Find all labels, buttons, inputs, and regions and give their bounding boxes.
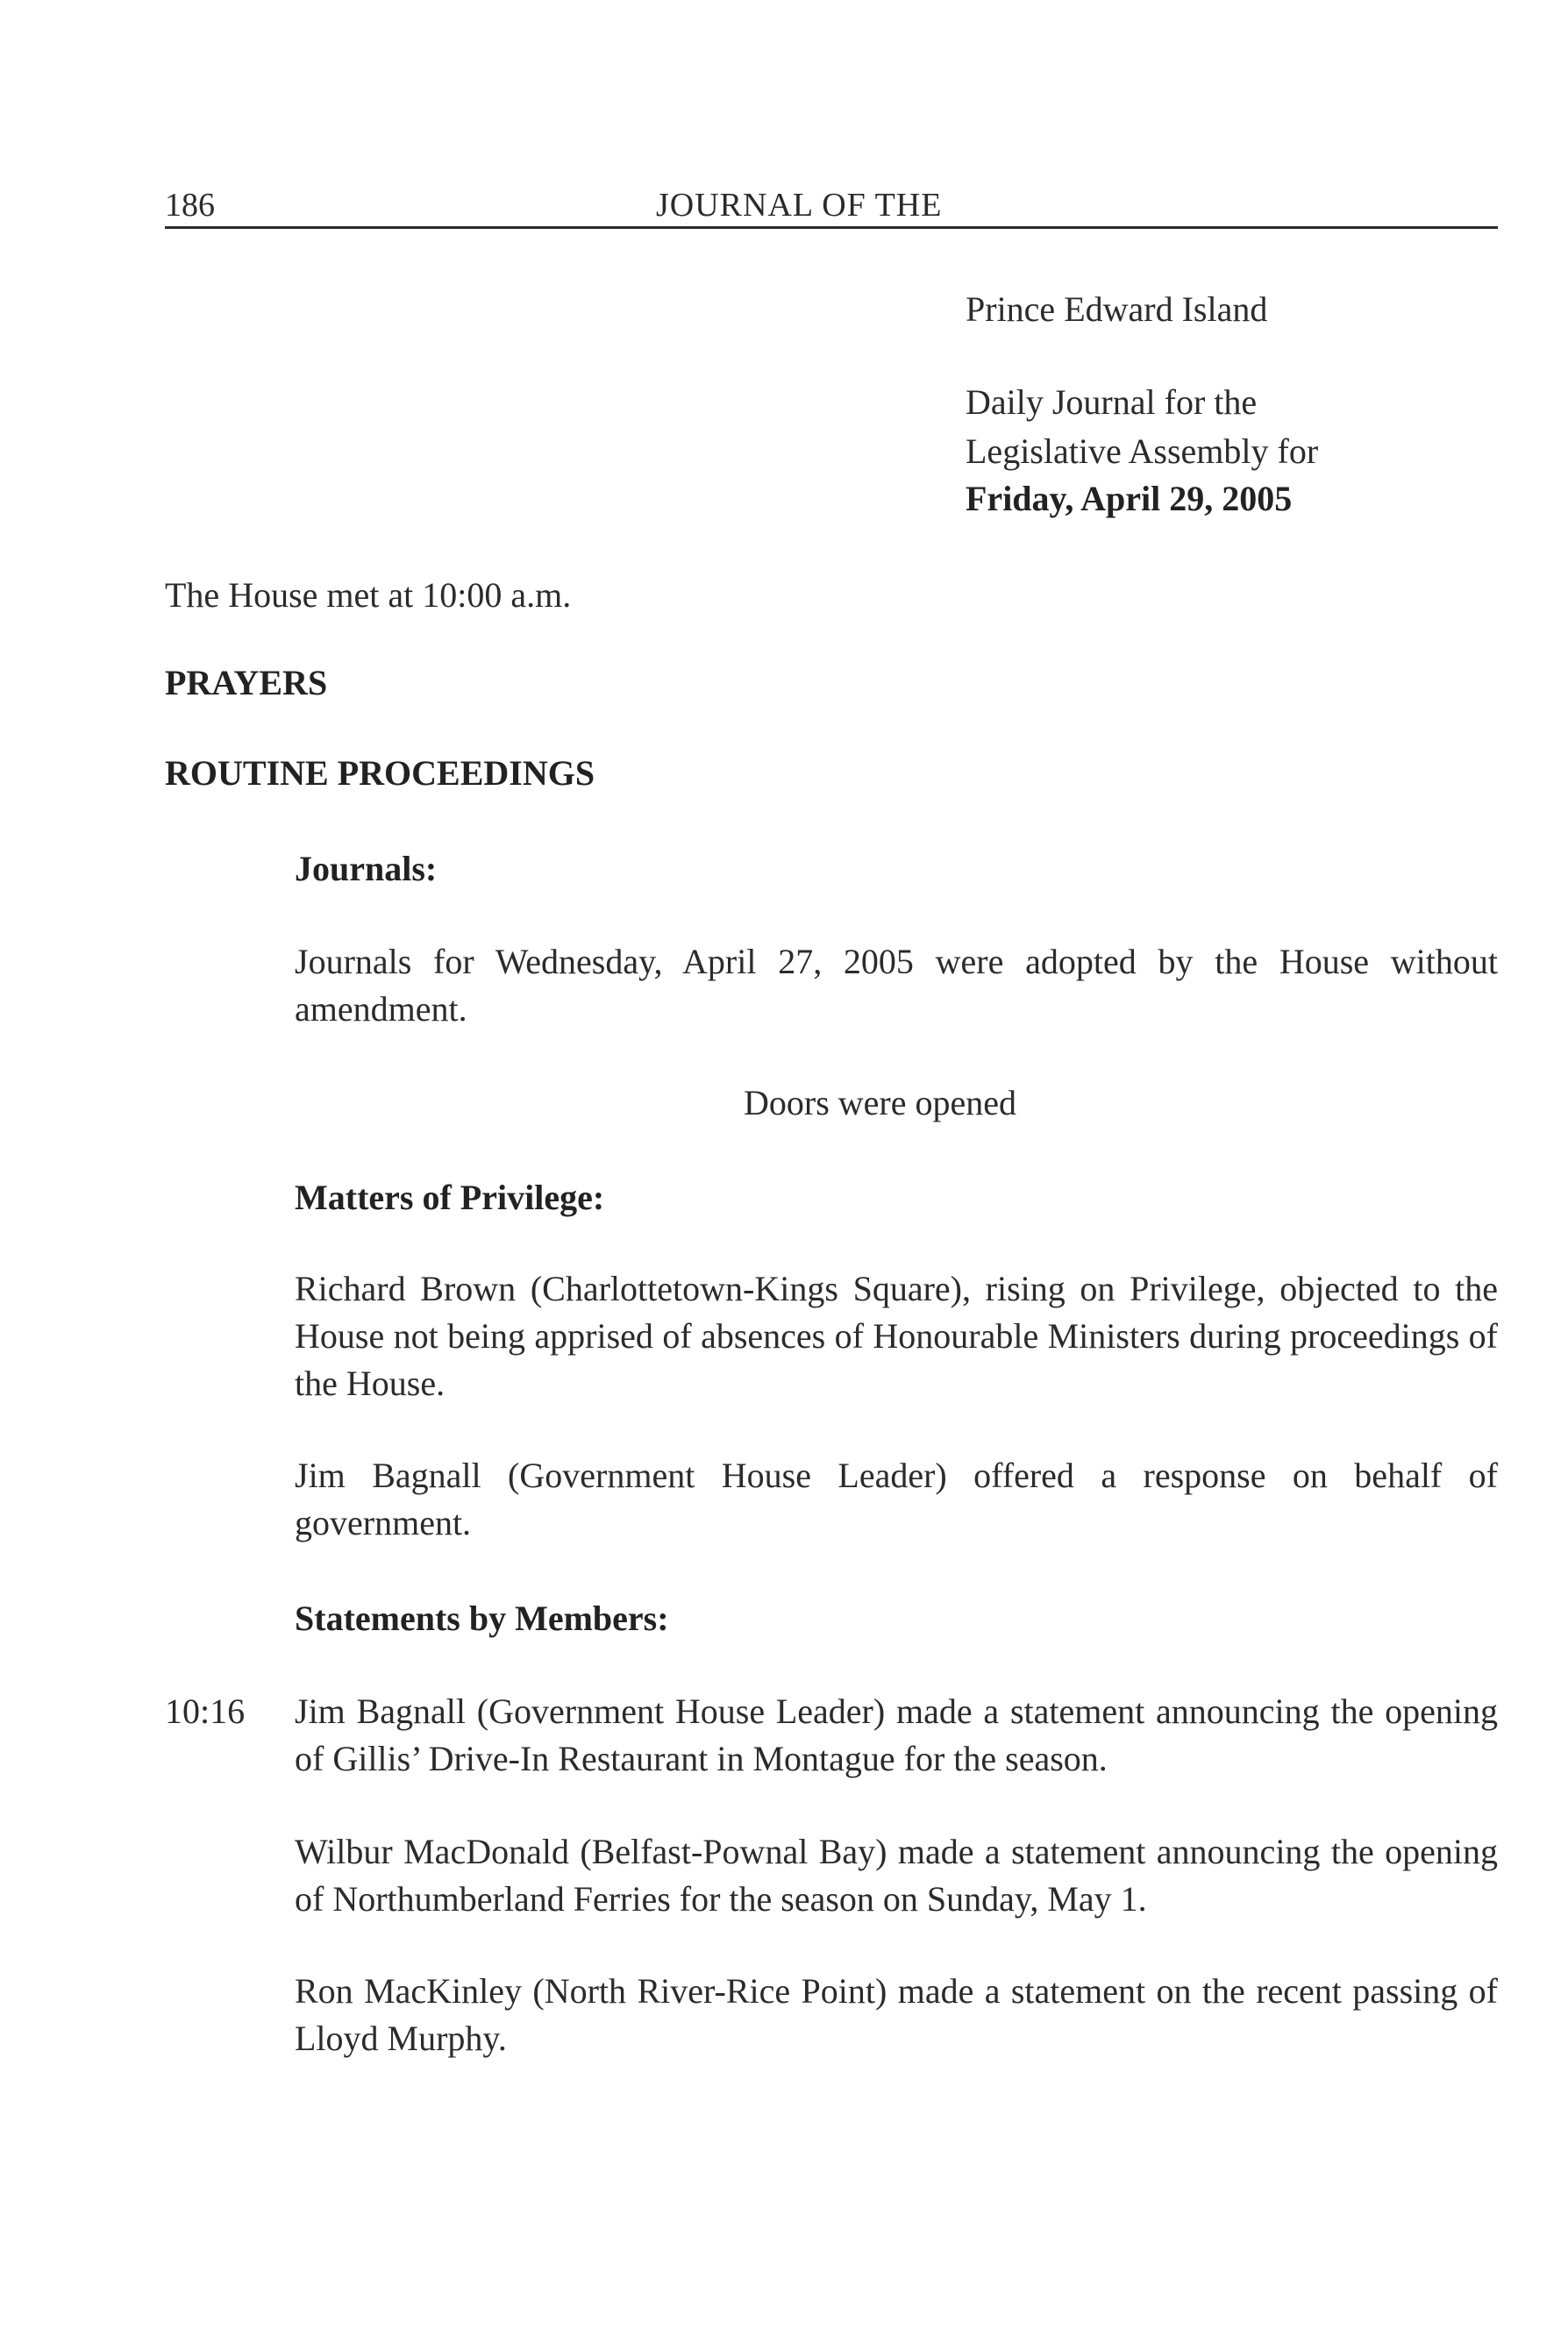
heading-journals: Journals:	[295, 849, 438, 888]
journals-paragraph: Journals for Wednesday, April 27, 2005 were adopted by the House without amendment.	[295, 942, 1498, 1029]
province-name: Prince Edward Island	[966, 289, 1268, 329]
statement-paragraph-2: Wilbur MacDonald (Belfast-Pownal Bay) made a statement announcing the opening of Northumberland Ferries for the season on Sunday, May 1.	[295, 1832, 1498, 1919]
opening-statement: The House met at 10:00 a.m.	[165, 575, 572, 615]
doors-opened-note: Doors were opened	[744, 1083, 1016, 1122]
privilege-paragraph-1: Richard Brown (Charlottetown-Kings Square), rising on Privilege, objected to the House not being apprised of absences of Honourable Ministers during proceedings of the House.	[295, 1269, 1498, 1403]
running-header	[165, 184, 1498, 229]
heading-matters-of-privilege: Matters of Privilege:	[295, 1178, 605, 1217]
statement-paragraph-3: Ron MacKinley (North River-Rice Point) made a statement on the recent passing of Lloyd Murphy.	[295, 1971, 1498, 2058]
journal-title-line-2: Legislative Assembly for	[966, 431, 1319, 471]
heading-prayers: PRAYERS	[165, 663, 328, 702]
statement-paragraph-1: Jim Bagnall (Government House Leader) made a statement announcing the opening of Gillis’ Drive-In Restaurant in Montague for the season.	[295, 1691, 1498, 1778]
journal-title-line-1: Daily Journal for the	[966, 382, 1258, 422]
privilege-paragraph-2: Jim Bagnall (Government House Leader) offered a response on behalf of government.	[295, 1456, 1498, 1542]
running-title: JOURNAL OF THE	[656, 187, 943, 224]
heading-statements-by-members: Statements by Members:	[295, 1599, 669, 1638]
statement-time: 10:16	[165, 1691, 246, 1731]
sitting-date: Friday, April 29, 2005	[966, 479, 1293, 518]
heading-routine-proceedings: ROUTINE PROCEEDINGS	[165, 753, 595, 793]
page-number: 186	[165, 187, 215, 224]
